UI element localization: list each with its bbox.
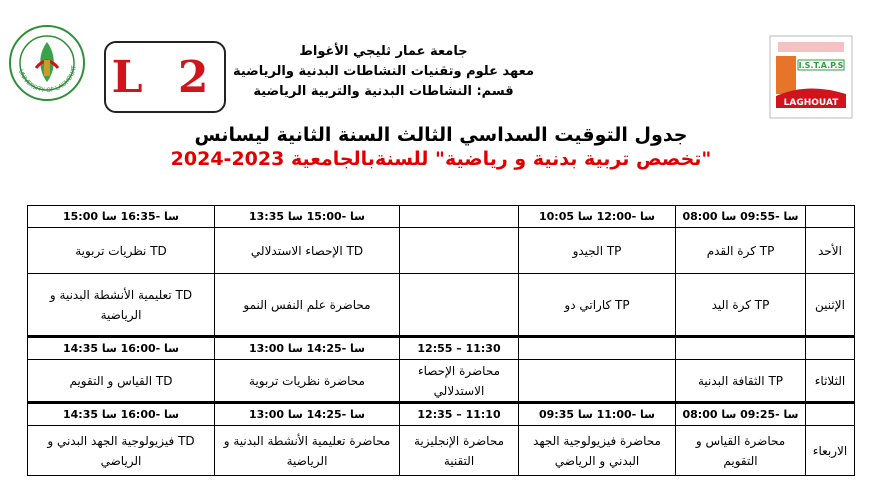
time-cell: 14:35 سا -16:00 سا <box>28 403 215 426</box>
institution-header <box>233 42 534 102</box>
session-cell: محاضرة فيزيولوجية الجهد البدني و الرياضي <box>519 426 676 476</box>
day-label: الثلاثاء <box>806 360 855 403</box>
day-label: الأحد <box>806 228 855 274</box>
left-logo-text: UNIVERSITY OF LAGHOUAT <box>16 65 78 95</box>
session-cell: محاضرة علم النفس النمو <box>215 274 400 337</box>
session-cell <box>519 360 676 403</box>
university-seal-logo <box>8 24 86 102</box>
day-row-sunday <box>28 228 855 274</box>
session-cell: محاضرة الإنجليزية التقنية <box>400 426 519 476</box>
time-cell: 08:00 سا -09:25 سا <box>676 403 806 426</box>
schedule-title: جدول التوقيت السداسي الثالث السنة الثانية ليسانس <box>194 124 688 146</box>
session-cell: TP كرة القدم <box>676 228 806 274</box>
session-cell: TP كاراتي دو <box>519 274 676 337</box>
time-cell <box>519 337 676 360</box>
istaps-logo <box>768 34 854 120</box>
session-cell: محاضرة نظريات تربوية <box>215 360 400 403</box>
session-cell: TD فيزيولوجية الجهد البدني و الرياضي <box>28 426 215 476</box>
time-cell <box>676 337 806 360</box>
time-cell: 10:05 سا -12:00 سا <box>519 206 676 228</box>
time-cell: 12:35 – 11:10 <box>400 403 519 426</box>
session-cell: TD القياس و التقويم <box>28 360 215 403</box>
day-row-monday <box>28 274 855 337</box>
level-badge-text: L 2 <box>111 51 219 103</box>
department-name: قسم: النشاطات البدنية والتربية الرياضية <box>253 84 514 99</box>
institute-name: معهد علوم وتقنيات النشاطات البدنية والرياضية <box>232 64 534 79</box>
session-cell <box>400 228 519 274</box>
time-corner-cell <box>806 337 855 360</box>
time-row-tuesday <box>28 337 855 360</box>
session-cell: TD تعليمية الأنشطة البدنية و الرياضية <box>28 274 215 337</box>
session-cell: TD الإحصاء الاستدلالي <box>215 228 400 274</box>
session-cell: TD نظريات تربوية <box>28 228 215 274</box>
time-cell: 13:00 سا -14:25 سا <box>215 337 400 360</box>
day-row-tuesday <box>28 360 855 403</box>
session-cell: محاضرة القياس و التقويم <box>676 426 806 476</box>
time-corner-cell <box>806 206 855 228</box>
session-cell: TP الثقافة البدنية <box>676 360 806 403</box>
time-cell: 08:00 سا -09:55 سا <box>676 206 806 228</box>
time-cell: 09:35 سا -11:00 سا <box>519 403 676 426</box>
day-label: الاربعاء <box>806 426 855 476</box>
time-cell: 15:00 سا -16:35 سا <box>28 206 215 228</box>
time-cell: 13:00 سا -14:25 سا <box>215 403 400 426</box>
session-cell: محاضرة تعليمية الأنشطة البدنية و الرياضية <box>215 426 400 476</box>
session-cell: TP الجيدو <box>519 228 676 274</box>
schedule-subtitle: "تخصص تربية بدنية و رياضية" للسنةبالجامعية 2023-2024 <box>170 148 712 170</box>
istaps-logo-city: LAGHOUAT <box>783 98 839 108</box>
day-row-wednesday <box>28 426 855 476</box>
time-row <box>28 206 855 228</box>
level-badge <box>104 41 226 113</box>
day-label: الإثنين <box>806 274 855 337</box>
time-corner-cell <box>806 403 855 426</box>
session-cell <box>400 274 519 337</box>
time-cell: 12:55 – 11:30 <box>400 337 519 360</box>
schedule-table <box>27 205 855 476</box>
time-cell: 13:35 سا -15:00 سا <box>215 206 400 228</box>
time-cell <box>400 206 519 228</box>
istaps-logo-text: I.S.T.A.P.S <box>798 61 844 70</box>
session-cell: محاضرة الإحصاء الاستدلالي <box>400 360 519 403</box>
university-name: جامعة عمار ثليجي الأغواط <box>299 44 468 59</box>
time-cell: 14:35 سا -16:00 سا <box>28 337 215 360</box>
time-row-wednesday <box>28 403 855 426</box>
session-cell: TP كرة اليد <box>676 274 806 337</box>
